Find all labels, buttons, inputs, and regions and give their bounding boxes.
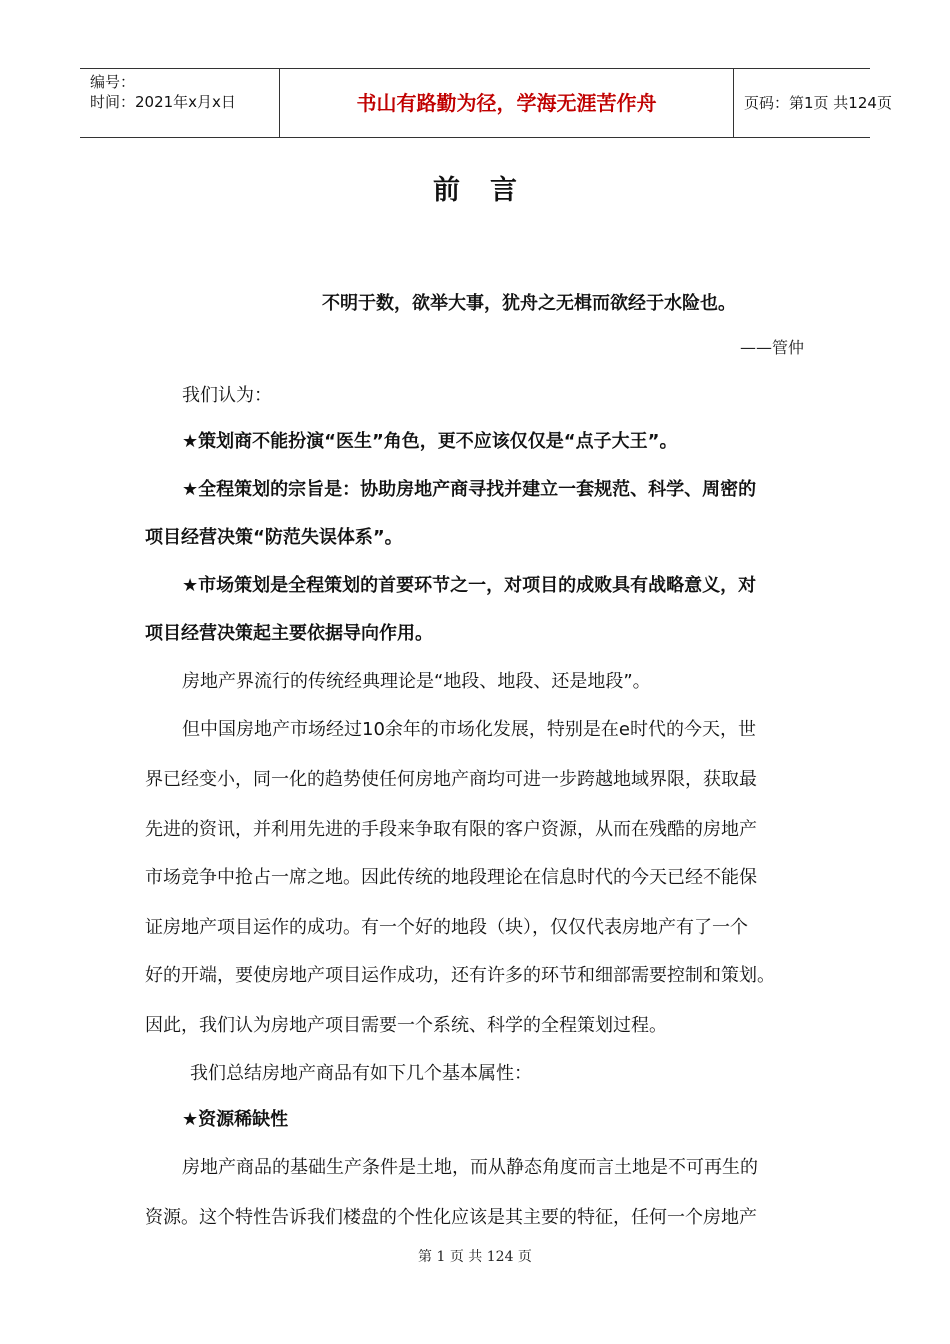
paragraph-line: ★市场策划是全程策划的首要环节之一，对项目的成败具有战略意义，对: [182, 575, 757, 596]
document-date: 时间：2021年x月x日: [90, 93, 236, 111]
paragraph-line: 我们认为：: [182, 385, 272, 406]
paragraph-line: 房地产商品的基础生产条件是土地，而从静态角度而言土地是不可再生的: [182, 1157, 758, 1178]
page-footer: 第 1 页 共 124 页: [418, 1249, 532, 1265]
page-title: 前言: [433, 175, 547, 206]
header-motto: 书山有路勤为径，学海无涯苦作舟: [280, 69, 734, 137]
header-table: [80, 68, 892, 138]
paragraph-line: 界已经变小，同一化的趋势使任何房地产商均可进一步跨越地域界限，获取最: [145, 769, 757, 790]
paragraph-line: 房地产界流行的传统经典理论是“地段、地段、还是地段”。: [182, 671, 651, 692]
paragraph-line: 好的开端，要使房地产项目运作成功，还有许多的环节和细部需要控制和策划。: [145, 965, 775, 986]
paragraph-line: 因此，我们认为房地产项目需要一个系统、科学的全程策划过程。: [145, 1015, 667, 1036]
header-meta: [80, 69, 280, 137]
document-number: 编号：: [90, 73, 136, 91]
paragraph-line: 项目经营决策“防范失误体系”。: [145, 527, 403, 548]
paragraph-line: 但中国房地产市场经过10余年的市场化发展，特别是在e时代的今天，世: [182, 719, 756, 740]
epigraph-quote: 不明于数，欲举大事，犹舟之无楫而欲经于水险也。: [322, 293, 736, 314]
paragraph-line: 证房地产项目运作的成功。有一个好的地段（块），仅仅代表房地产有了一个: [145, 917, 748, 938]
paragraph-line: ★全程策划的宗旨是：协助房地产商寻找并建立一套规范、科学、周密的: [182, 479, 757, 500]
paragraph-line: 资源。这个特性告诉我们楼盘的个性化应该是其主要的特征，任何一个房地产: [145, 1207, 757, 1228]
section-heading: ★资源稀缺性: [182, 1109, 289, 1130]
paragraph-line: 我们总结房地产商品有如下几个基本属性：: [190, 1063, 532, 1084]
paragraph-line: 项目经营决策起主要依据导向作用。: [145, 623, 433, 644]
epigraph-author: ——管仲: [740, 338, 805, 357]
paragraph-line: 先进的资讯，并利用先进的手段来争取有限的客户资源，从而在残酷的房地产: [145, 819, 757, 840]
header-page-info: 页码：第1页 共124页: [744, 94, 892, 112]
paragraph-line: 市场竞争中抢占一席之地。因此传统的地段理论在信息时代的今天已经不能保: [145, 867, 757, 888]
paragraph-line: ★策划商不能扮演“医生”角色，更不应该仅仅是“点子大王”。: [182, 431, 678, 452]
